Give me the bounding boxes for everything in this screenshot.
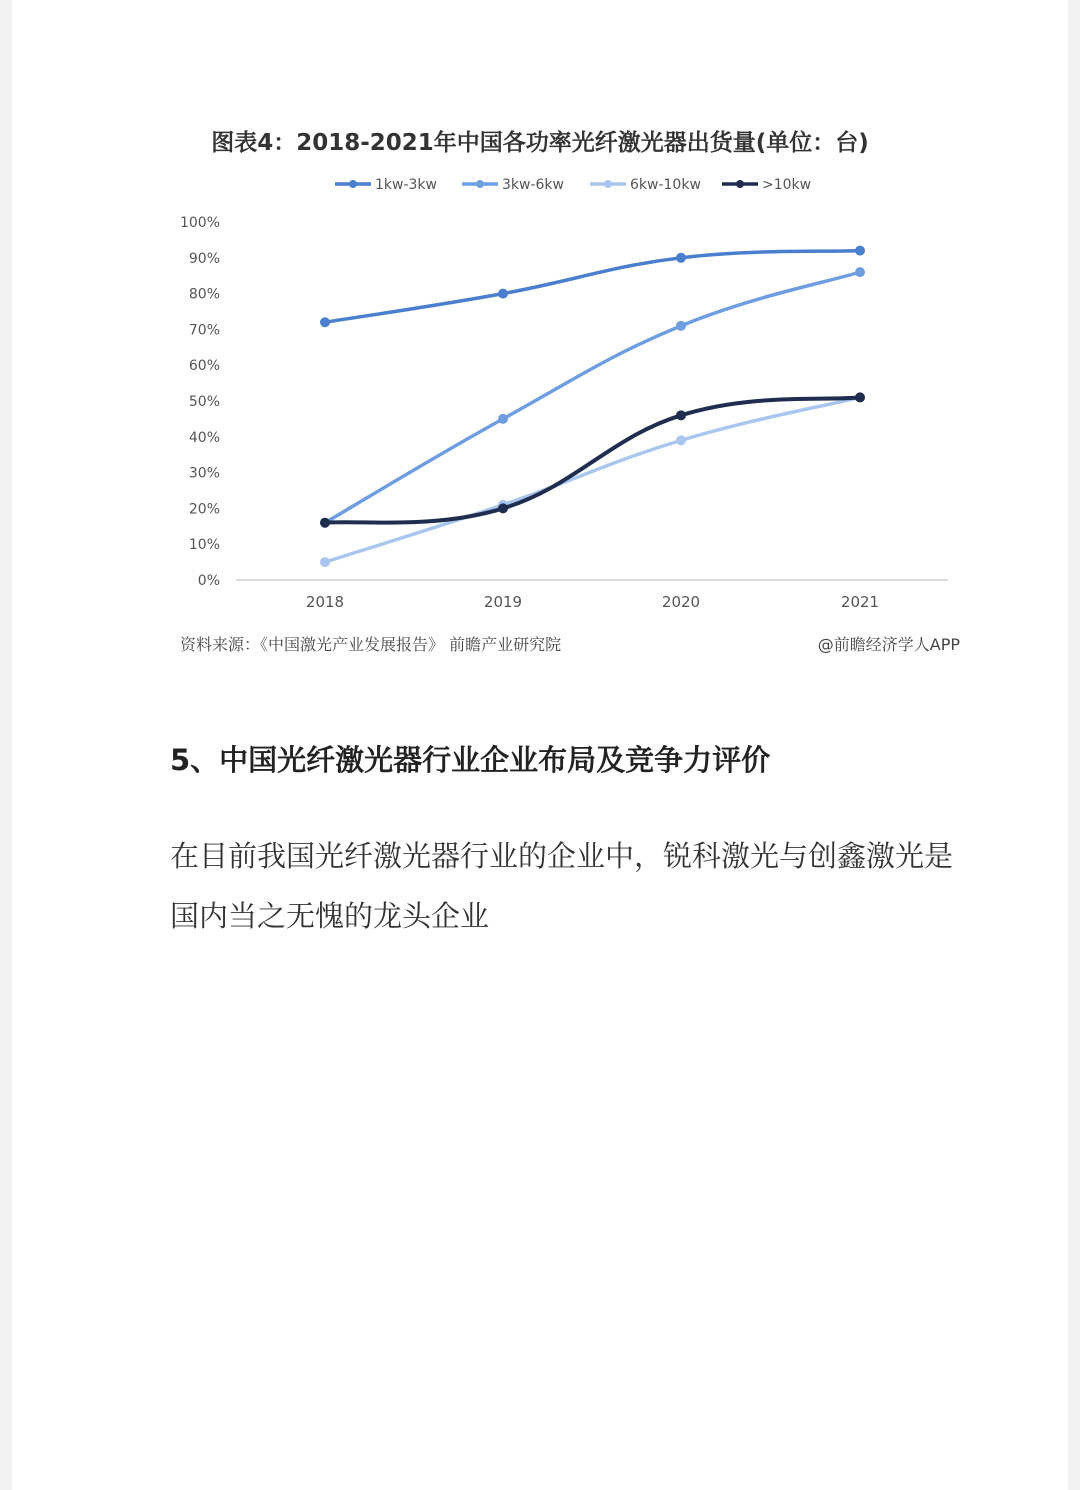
y-tick-label: 20% xyxy=(188,501,220,518)
y-tick-label: 60% xyxy=(188,358,220,375)
line-chart xyxy=(0,0,1080,620)
x-tick-label: 2019 xyxy=(483,593,523,611)
data-point xyxy=(320,518,330,528)
source-note: 资料来源：《中国激光产业发展报告》 前瞻产业研究院 xyxy=(180,635,562,654)
y-tick-label: 0% xyxy=(197,573,220,589)
y-tick-label: 90% xyxy=(188,250,220,267)
legend-item xyxy=(462,177,564,193)
legend-marker xyxy=(476,180,484,188)
series-3kw-6kw xyxy=(320,267,865,528)
legend-marker xyxy=(349,180,357,188)
legend-item xyxy=(722,177,811,193)
y-tick-label: 40% xyxy=(188,429,220,446)
data-point xyxy=(320,317,330,327)
y-tick-label: 30% xyxy=(188,465,220,482)
data-point xyxy=(676,253,686,263)
credit-label: @前瞻经济学人APP xyxy=(817,635,960,654)
x-axis xyxy=(236,580,948,611)
chart-legend xyxy=(335,177,811,193)
legend-marker xyxy=(736,180,744,188)
data-point xyxy=(498,414,508,424)
x-tick-label: 2020 xyxy=(661,593,701,611)
series-6kw-10kw xyxy=(320,392,865,567)
data-point xyxy=(676,410,686,420)
legend-label: 3kw-6kw xyxy=(502,177,564,193)
y-tick-label: 80% xyxy=(188,286,220,303)
x-tick-label: 2021 xyxy=(840,593,880,611)
series-line xyxy=(325,397,860,562)
legend-item xyxy=(590,177,701,193)
y-tick-label: 100% xyxy=(179,215,220,231)
chart-series xyxy=(320,246,865,567)
data-point xyxy=(676,435,686,445)
series-line xyxy=(325,251,860,323)
data-point xyxy=(320,557,330,567)
chart-title: 图表4：2018-2021年中国各功率光纤激光器出货量(单位：台) xyxy=(211,130,869,156)
y-axis xyxy=(180,215,220,589)
legend-label: >10kw xyxy=(762,177,812,193)
legend-label: 6kw-10kw xyxy=(630,177,701,193)
data-point xyxy=(676,321,686,331)
data-point xyxy=(855,267,865,277)
x-tick-label: 2018 xyxy=(305,593,345,611)
data-point xyxy=(855,246,865,256)
legend-label: 1kw-3kw xyxy=(375,177,437,193)
series-1kw-3kw xyxy=(320,246,865,328)
legend-item xyxy=(335,177,437,193)
y-tick-label: 70% xyxy=(188,322,220,339)
legend-marker xyxy=(604,180,612,188)
y-tick-label: 10% xyxy=(188,537,220,554)
body-paragraph: 在目前我国光纤激光器行业的企业中，锐科激光与创鑫激光是国内当之无愧的龙头企业 xyxy=(170,839,954,933)
data-point xyxy=(855,392,865,402)
data-point xyxy=(498,289,508,299)
section-heading: 5、中国光纤激光器行业企业布局及竞争力评价 xyxy=(170,743,771,777)
y-tick-label: 50% xyxy=(188,394,220,410)
data-point xyxy=(498,503,508,513)
